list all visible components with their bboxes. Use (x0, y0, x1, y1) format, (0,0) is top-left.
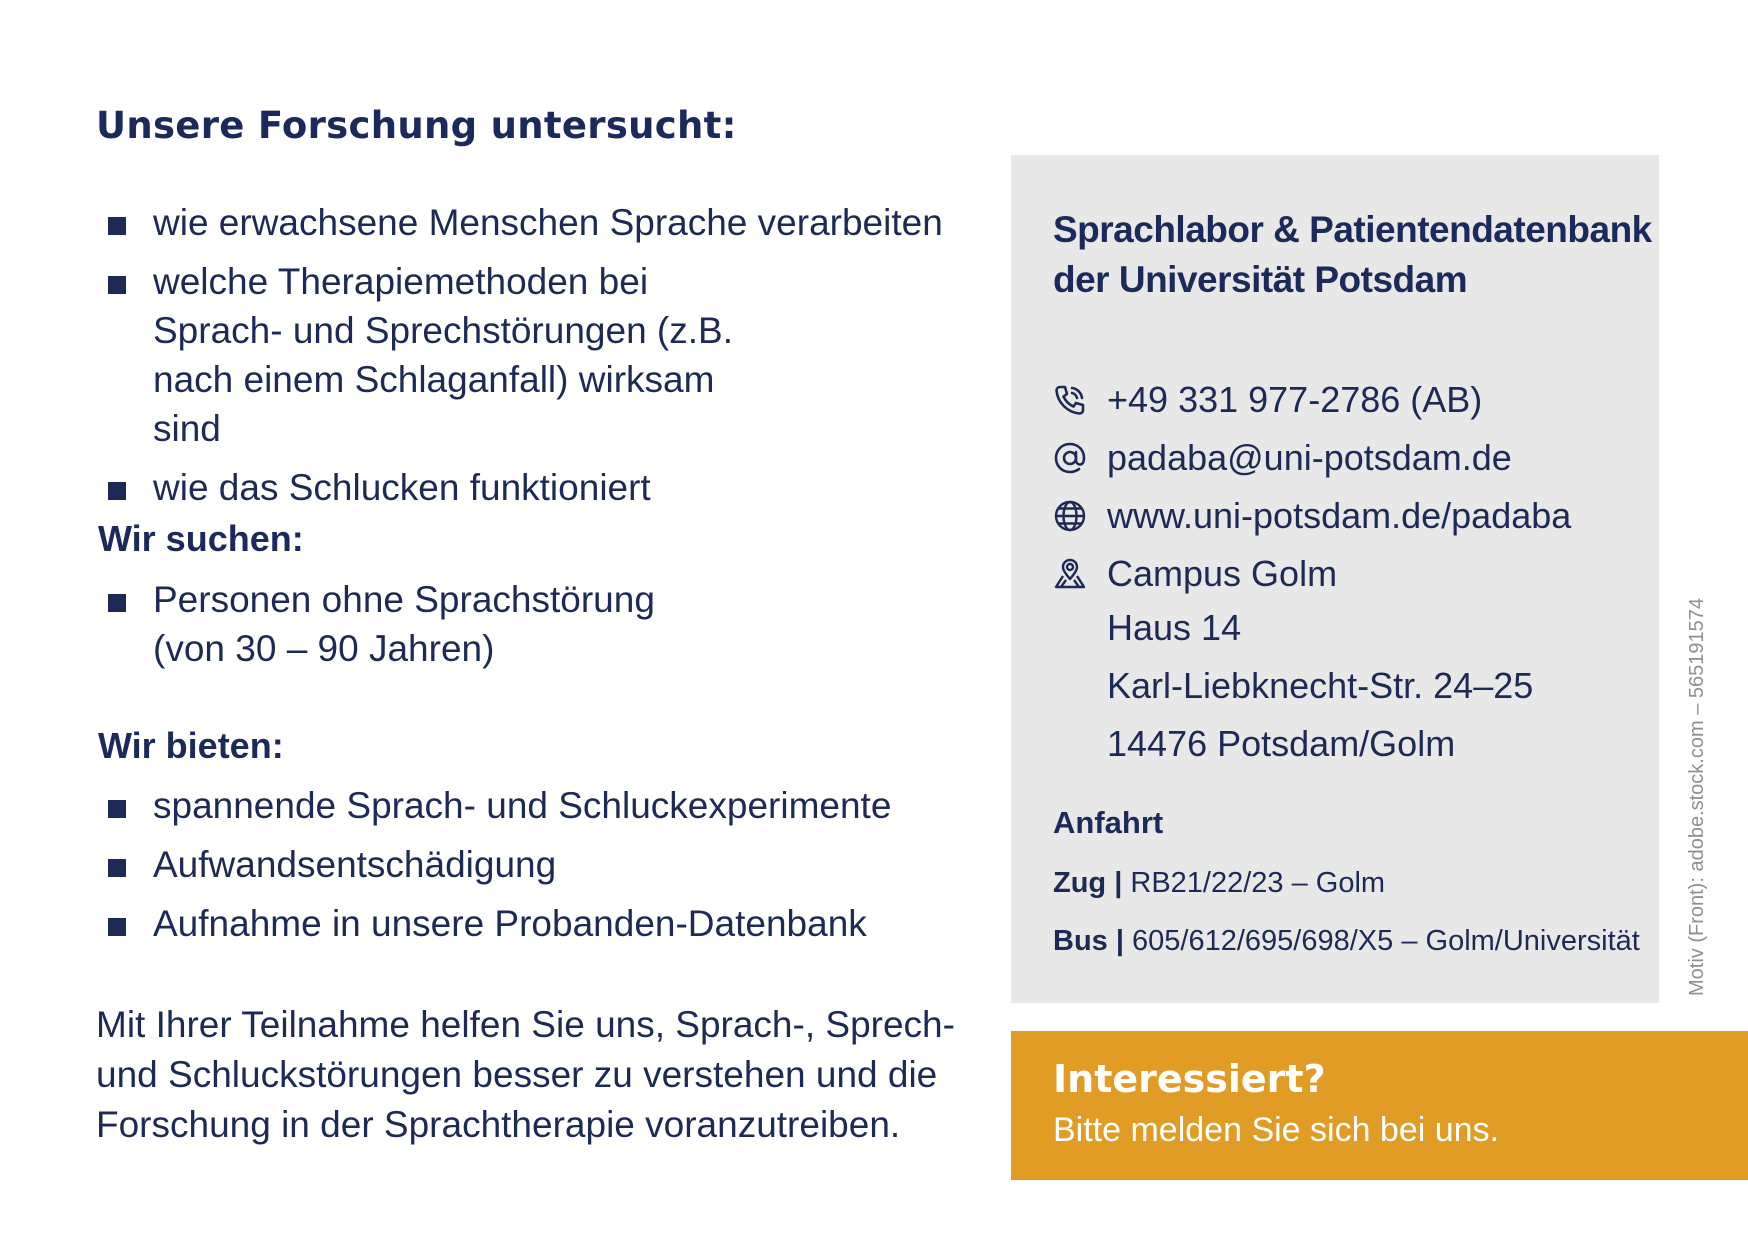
offer-heading: Wir bieten: (98, 725, 284, 766)
research-list (108, 198, 973, 522)
research-heading: Unsere Forschung untersucht: (96, 104, 737, 147)
train-value: RB21/22/23 – Golm (1130, 867, 1386, 899)
bullet-square-icon (108, 859, 126, 877)
address-line: Karl-Liebknecht-Str. 24–25 (1107, 665, 1534, 706)
list-item: wie erwachsene Menschen Sprache verarbeiten (108, 198, 973, 247)
offer-list (108, 781, 973, 958)
website-link[interactable]: www.uni-potsdam.de/padaba (1107, 495, 1572, 536)
list-item: Aufwandsentschädigung (108, 840, 973, 889)
list-item: wie das Schlucken funktioniert (108, 463, 973, 512)
photo-credit: Motiv (Front): adobe.stock.com – 565191574 (1686, 598, 1708, 996)
globe-icon (1053, 499, 1087, 533)
organization-name (1053, 205, 1653, 305)
organization-name-line2: der Universität Potsdam (1053, 259, 1468, 300)
cta-title: Interessiert? (1053, 1057, 1326, 1101)
phone-number[interactable]: +49 331 977-2786 (AB) (1107, 379, 1483, 420)
email-address[interactable]: padaba@uni-potsdam.de (1107, 437, 1512, 478)
at-icon (1053, 441, 1087, 475)
cta-box (1011, 1031, 1748, 1180)
list-item: Personen ohne Sprachstörung (von 30 – 90 Jahren) (108, 575, 713, 673)
closing-paragraph: Mit Ihrer Teilnahme helfen Sie uns, Sprach-, Sprech- und Schluckstörungen besser zu verstehen und die Forschung in der Sprachtherapie voranzutreiben. (96, 1004, 955, 1145)
list-item: spannende Sprach- und Schluckexperimente (108, 781, 973, 830)
bus-route (1053, 925, 1640, 958)
bus-label: Bus | (1053, 925, 1124, 957)
phone-row (1053, 375, 1482, 425)
bullet-square-icon (108, 594, 126, 612)
bullet-square-icon (108, 482, 126, 500)
cta-text: Bitte melden Sie sich bei uns. (1053, 1111, 1500, 1149)
bullet-square-icon (108, 217, 126, 235)
search-list (108, 575, 713, 683)
bullet-square-icon (108, 276, 126, 294)
list-item: Aufnahme in unsere Probanden-Datenbank (108, 899, 973, 948)
address-row (1053, 549, 1337, 599)
address-line: Haus 14 (1107, 607, 1242, 648)
organization-name-line1: Sprachlabor & Patientendatenbank (1053, 209, 1652, 250)
email-row (1053, 433, 1512, 483)
list-item: welche Therapiemethoden bei Sprach- und Sprechstörungen (z.B. nach einem Schlaganfall) wirksam sind (108, 257, 773, 453)
search-heading: Wir suchen: (98, 518, 304, 559)
address-line: 14476 Potsdam/Golm (1107, 723, 1456, 764)
address-line: Campus Golm (1107, 553, 1338, 594)
bullet-square-icon (108, 918, 126, 936)
train-label: Zug | (1053, 867, 1123, 899)
directions-heading: Anfahrt (1053, 805, 1164, 840)
phone-icon (1053, 383, 1087, 417)
train-route (1053, 867, 1385, 900)
website-row (1053, 491, 1571, 541)
contact-box (1011, 155, 1659, 1003)
bus-value: 605/612/695/698/X5 – Golm/Universität (1132, 925, 1640, 957)
bullet-square-icon (108, 800, 126, 818)
map-pin-icon (1053, 557, 1087, 591)
